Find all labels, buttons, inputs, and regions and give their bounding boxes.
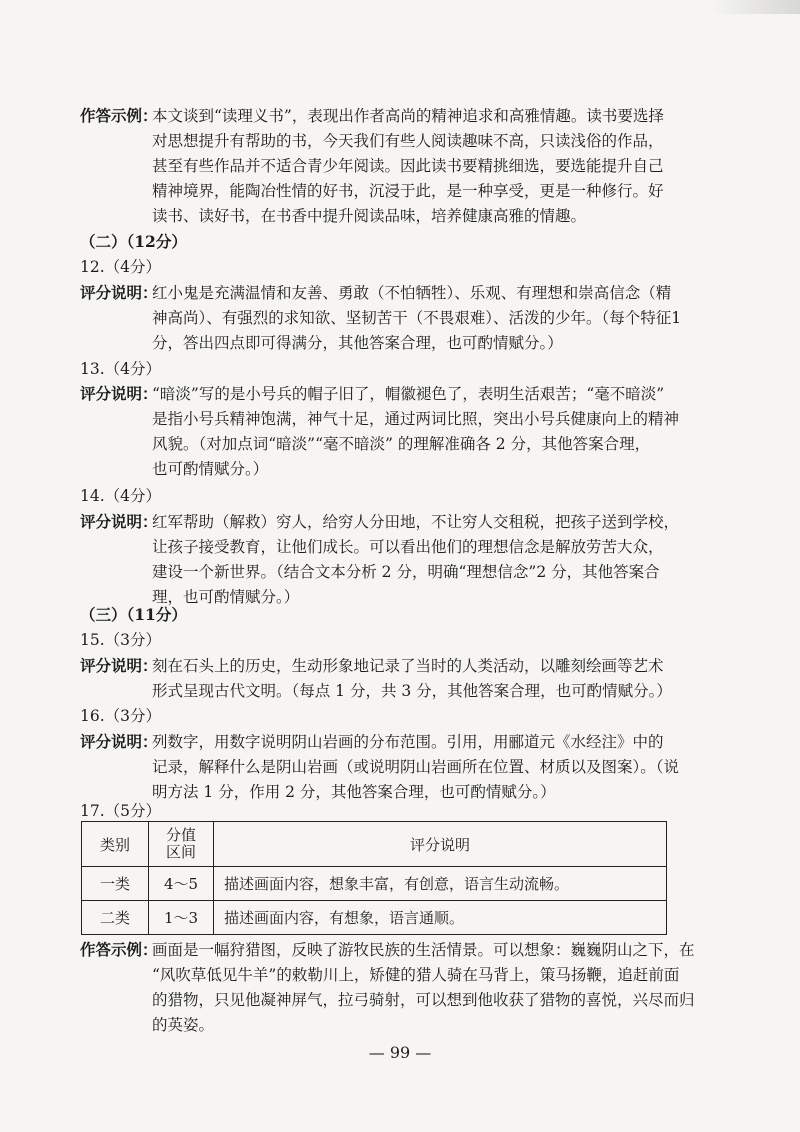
scoring-table [81, 821, 667, 935]
scoring-line: “暗淡”写的是小号兵的帽子旧了，帽徽褪色了，表明生活艰苦；“毫不暗淡” [152, 385, 665, 403]
answer-line: 本文谈到“读理义书”，表现出作者高尚的精神追求和高雅情趣。读书要选择 [152, 107, 664, 125]
question-number: 15.（3分） [80, 631, 162, 649]
scoring-line: 形式呈现古代文明。（每点 1 分，共 3 分，其他答案合理，也可酌情赋分。） [152, 682, 672, 700]
scoring-line: 刻在石头上的历史，生动形象地记录了当时的人类活动，以雕刻绘画等艺术 [152, 657, 664, 675]
table-row [82, 867, 667, 901]
question-number: 13.（4分） [80, 360, 162, 378]
answer-line: 对思想提升有帮助的书，今天我们有些人阅读趣味不高，只读浅俗的作品， [152, 132, 664, 150]
answer-line: 的英姿。 [152, 1016, 215, 1034]
page-number: — 99 — [368, 1043, 432, 1062]
table-cell-description: 描述画面内容，想象丰富，有创意，语言生动流畅。 [214, 867, 667, 901]
scoring-label: 评分说明： [80, 384, 158, 403]
answer-line: 精神境界，能陶冶性情的好书，沉浸于此，是一种享受，更是一种修行。好 [152, 182, 664, 200]
scoring-line: 红小鬼是充满温情和友善、勇敢（不怕牺牲）、乐观、有理想和崇高信念（精 [152, 284, 672, 302]
scoring-label: 评分说明： [80, 512, 158, 531]
scoring-line: 建设一个新世界。（结合文本分析 2 分，明确“理想信念”2 分，其他答案合 [152, 563, 660, 581]
table-cell-range: 4～5 [149, 867, 214, 901]
scoring-line: 神高尚）、有强烈的求知欲、坚韧苦干（不畏艰难）、活泼的少年。（每个特征1 [152, 309, 682, 327]
scan-edge-shadow [710, 0, 800, 14]
question-number: 12.（4分） [80, 258, 162, 276]
question-number: 16.（3分） [80, 707, 162, 725]
scoring-line: 记录，解释什么是阴山岩画（或说明阴山岩画所在位置、材质以及图案）。（说 [152, 758, 680, 776]
answer-line: 的猎物，只见他凝神屏气，拉弓骑射，可以想到他收获了猎物的喜悦，兴尽而归 [152, 991, 695, 1009]
table-header-row [82, 822, 667, 867]
scoring-line: 分，答出四点即可得满分，其他答案合理，也可酌情赋分。） [152, 334, 563, 352]
scoring-label: 评分说明： [80, 732, 158, 751]
scoring-line: 红军帮助（解救）穷人，给穷人分田地，不让穷人交租税，把孩子送到学校， [152, 513, 680, 531]
section-heading-2: （二）（12分） [80, 232, 187, 251]
table-cell-category: 一类 [82, 867, 149, 901]
table-cell-description: 描述画面内容，有想象，语言通顺。 [214, 901, 667, 935]
scoring-label: 评分说明： [80, 656, 158, 675]
scoring-line: 理，也可酌情赋分。） [152, 588, 300, 606]
answer-example-label: 作答示例： [80, 106, 158, 125]
scoring-label: 评分说明： [80, 283, 158, 302]
question-number: 17.（5分） [80, 802, 162, 820]
table-cell-category: 二类 [82, 901, 149, 935]
scoring-line: 也可酌情赋分。） [152, 460, 269, 478]
table-header-score: 分值 [165, 826, 196, 844]
question-number: 14.（4分） [80, 487, 162, 505]
table-header-range: 区间 [165, 843, 196, 861]
answer-line: 画面是一幅狩猎图，反映了游牧民族的生活情景。可以想象：巍巍阴山之下，在 [152, 941, 695, 959]
answer-line: 读书、读好书，在书香中提升阅读品味，培养健康高雅的情趣。 [152, 207, 587, 225]
scoring-line: 明方法 1 分，作用 2 分，其他答案合理，也可酌情赋分。） [152, 783, 556, 801]
answer-line: “风吹草低见牛羊”的敕勒川上，矫健的猎人骑在马背上，策马扬鞭，追赶前面 [152, 966, 680, 984]
scoring-line: 风貌。（对加点词“暗淡”“毫不暗淡” 的理解准确各 2 分，其他答案合理， [152, 435, 651, 453]
table-header-category: 类别 [82, 822, 149, 867]
table-row [82, 901, 667, 935]
scoring-line: 列数字，用数字说明阴山岩画的分布范围。引用，用郦道元《水经注》中的 [152, 733, 664, 751]
scoring-line: 让孩子接受教育，让他们成长。可以看出他们的理想信念是解放劳苦大众， [152, 538, 664, 556]
table-header-score-range [149, 822, 214, 867]
section-heading-3: （三）（11分） [80, 605, 187, 624]
table-header-description: 评分说明 [214, 822, 667, 867]
answer-line: 甚至有些作品并不适合青少年阅读。因此读书要精挑细选，要选能提升自己 [152, 157, 664, 175]
table-cell-range: 1～3 [149, 901, 214, 935]
scoring-line: 是指小号兵精神饱满，神气十足，通过两词比照，突出小号兵健康向上的精神 [152, 410, 680, 428]
answer-example-label: 作答示例： [80, 940, 158, 959]
